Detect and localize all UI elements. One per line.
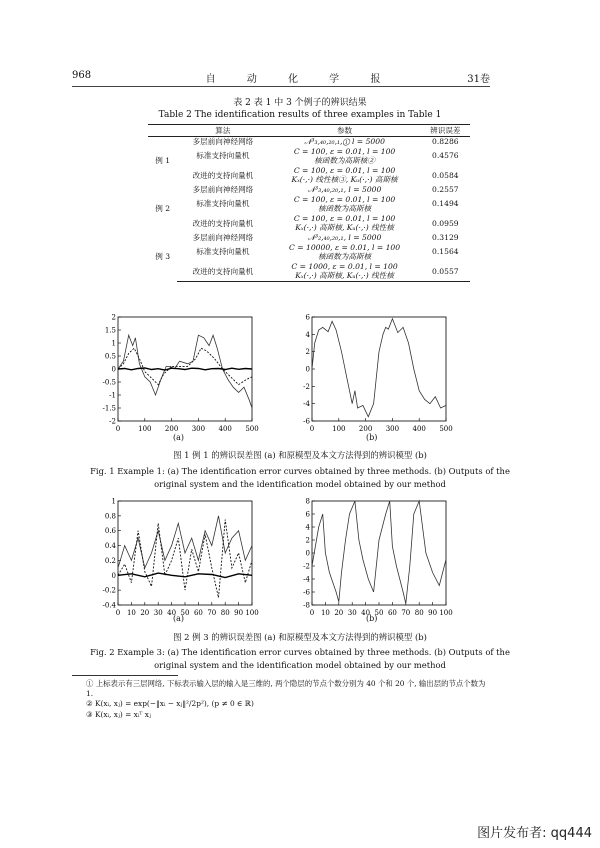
table-header-method: 算法 — [177, 125, 268, 137]
fig1b-chart — [290, 313, 453, 435]
error-cell: 0.0959 — [432, 218, 459, 228]
footnote-1-mark: ① — [86, 679, 94, 688]
params-line: C = 100, ε = 0.01, l = 100 — [293, 213, 396, 223]
x-tick-label: 50 — [374, 609, 384, 617]
error-cell: 0.8286 — [432, 137, 459, 146]
y-tick-label: -6 — [303, 588, 310, 597]
params-line: C = 1000, ε = 0.01, l = 100 — [291, 261, 398, 271]
x-tick-label: 60 — [193, 609, 203, 617]
method-cell: 标准支持向量机 — [196, 151, 250, 161]
params-line: C = 100, ε = 0.01, l = 100 — [293, 146, 396, 156]
y-tick-label: -1 — [109, 391, 116, 400]
table-caption-cn: 表 2 表 1 中 3 个例子的辨识结果 — [233, 98, 367, 108]
footnote-2 — [86, 699, 486, 709]
y-tick-label: -2 — [303, 382, 310, 391]
y-tick-label: 1 — [111, 497, 116, 506]
error-cell: 0.2557 — [432, 184, 459, 194]
footnote-2-text: K(xᵢ, xⱼ) = exp(−‖xᵢ − xⱼ‖²/2p²), (p ≠ 0 ∈ ℝ) — [95, 699, 254, 708]
footnote-rule — [72, 675, 178, 676]
error-cell: 0.3129 — [432, 232, 459, 242]
series-line — [118, 335, 252, 408]
x-tick-label: 60 — [387, 609, 397, 617]
fig1a-label: (a) — [173, 433, 185, 442]
table-row — [148, 233, 470, 243]
y-tick-label: 0.2 — [104, 556, 116, 565]
y-tick-label: 1.5 — [104, 326, 116, 335]
footnote-3-mark: ③ — [86, 710, 93, 719]
y-tick-label: -2 — [303, 562, 310, 571]
footnote-3-text: K(xᵢ, xⱼ) = xᵢᵀ xⱼ — [95, 710, 151, 719]
fig2a-chart — [96, 497, 259, 619]
x-tick-label: 10 — [126, 609, 136, 617]
y-tick-label: 2 — [305, 536, 310, 545]
header-rule — [72, 86, 490, 87]
y-tick-label: -1.5 — [102, 404, 116, 413]
params-line: C = 100, ε = 0.01, l = 100 — [293, 194, 396, 204]
x-tick-label: 100 — [439, 609, 453, 617]
y-tick-label: -0.5 — [102, 378, 116, 387]
y-tick-label: 4 — [305, 523, 310, 532]
y-tick-label: 0.8 — [104, 512, 116, 521]
params-cell — [268, 233, 420, 243]
table-row — [148, 166, 470, 185]
example-label: 例 1 — [155, 156, 171, 166]
method-cell: 标准支持向量机 — [196, 199, 250, 209]
y-tick-label: 8 — [305, 497, 310, 506]
table-row — [148, 147, 470, 166]
fig1a-chart — [96, 313, 259, 435]
params-line: 𝒩³₂,₄₀,₂₀,₁, l = 5000 — [307, 232, 382, 242]
params-cell — [268, 166, 420, 185]
params-line: 核函数为高斯核 — [317, 204, 372, 214]
method-cell: 改进的支持向量机 — [177, 262, 268, 282]
table-row — [148, 137, 470, 147]
y-tick-label: 2 — [305, 348, 310, 357]
y-tick-label: 0.5 — [104, 352, 116, 361]
method-cell: 多层前向神经网络 — [192, 184, 254, 194]
x-tick-label: 70 — [401, 609, 411, 617]
footnote-3 — [86, 710, 486, 720]
series-line — [312, 501, 446, 604]
params-line: 核函数为高斯核 — [317, 252, 372, 262]
x-tick-label: 0 — [309, 425, 315, 433]
y-tick-label: -4 — [303, 400, 310, 409]
fig2-caption-en-1: Fig. 2 Example 3: (a) The identification error curves obtained by three methods. (b) Outputs of the — [90, 647, 510, 657]
x-tick-label: 40 — [167, 609, 177, 617]
table-header-error: 辨识误差 — [421, 125, 470, 137]
y-tick-label: -2 — [109, 417, 116, 426]
params-line: C = 10000, ε = 0.01, l = 100 — [289, 242, 401, 252]
journal-title: 自 动 化 学 报 — [205, 74, 395, 85]
series-line — [118, 516, 252, 568]
y-tick-label: 6 — [305, 313, 310, 322]
x-tick-label: 90 — [428, 609, 438, 617]
params-line: 核函数为高斯核② — [314, 156, 375, 166]
watermark: 图片发布者: qq444 — [477, 826, 592, 841]
params-line: Kₓ(·,·) 线性核③, Kᵤ(·,·) 高斯核 — [291, 175, 398, 185]
table-header-example — [148, 125, 177, 137]
footnote-1-text: 上标表示有三层网络, 下标表示输入层的输入是三维的, 两个隐层的节点个数分别为 40 个和 20 个, 输出层的节点个数为 1. — [86, 679, 486, 698]
fig2b-label: (b) — [366, 614, 378, 623]
y-tick-label: 4 — [305, 330, 310, 339]
series-line — [118, 368, 252, 370]
params-cell — [268, 262, 420, 282]
params-line: 𝒩³₃,₄₀,₂₀,₁,① l = 5000 — [304, 137, 385, 146]
x-tick-label: 200 — [358, 425, 373, 433]
x-tick-label: 30 — [347, 609, 357, 617]
fig1b-label: (b) — [366, 433, 378, 442]
x-tick-label: 80 — [220, 609, 230, 617]
footnote-2-mark: ② — [86, 699, 93, 708]
method-cell: 改进的支持向量机 — [192, 170, 254, 180]
fig2-caption-cn: 图 2 例 3 的辨识误差图 (a) 和原模型及本文方法得到的辨识模型 (b) — [173, 632, 427, 642]
series-line — [118, 520, 252, 598]
series-line — [118, 573, 252, 577]
params-line: Kₓ(·,·) 高斯核, Kᵤ(·,·) 线性核 — [295, 223, 394, 233]
x-tick-label: 90 — [234, 609, 244, 617]
fig1-caption-en-1: Fig. 1 Example 1: (a) The identification error curves obtained by three methods. (b) Outputs of the — [90, 466, 510, 476]
table-row — [148, 243, 470, 262]
method-cell: 多层前向神经网络 — [192, 137, 254, 146]
error-cell: 0.1494 — [432, 199, 459, 209]
x-tick-label: 20 — [140, 609, 150, 617]
table-row — [148, 262, 470, 282]
plot-frame — [312, 317, 446, 421]
footnote-1 — [86, 679, 486, 699]
method-cell: 标准支持向量机 — [196, 247, 250, 257]
error-cell: 0.4576 — [432, 151, 459, 161]
y-tick-label: 1 — [111, 339, 116, 348]
params-line: Kₓ(·,·) 高斯核, Kᵤ(·,·) 线性核 — [295, 271, 394, 281]
params-line: 𝒩³₃,₄₀,₂₀,₁, l = 5000 — [307, 184, 382, 194]
params-cell — [268, 243, 420, 262]
example-label: 例 2 — [155, 204, 171, 214]
x-tick-label: 100 — [332, 425, 346, 433]
x-tick-label: 30 — [153, 609, 163, 617]
fig2b-chart — [290, 497, 453, 619]
x-tick-label: 300 — [191, 425, 206, 433]
method-cell: 改进的支持向量机 — [192, 218, 254, 228]
results-table — [148, 124, 470, 282]
y-tick-label: 6 — [305, 510, 310, 519]
params-cell — [268, 185, 420, 195]
params-cell — [268, 195, 420, 214]
fig2-caption-en-2: original system and the identification model obtained by our method — [154, 660, 446, 670]
table-row — [148, 195, 470, 214]
x-tick-label: 100 — [245, 609, 259, 617]
params-cell — [268, 137, 420, 147]
params-cell — [268, 214, 420, 233]
x-tick-label: 500 — [439, 425, 453, 433]
page-number: 968 — [72, 70, 92, 81]
volume-label: 31卷 — [467, 74, 490, 85]
table-row — [148, 214, 470, 233]
table-row — [148, 185, 470, 195]
fig1-caption-cn: 图 1 例 1 的辨识误差图 (a) 和原模型及本文方法得到的辨识模型 (b) — [173, 450, 427, 460]
x-tick-label: 200 — [164, 425, 179, 433]
fig1-caption-en-2: original system and the identification model obtained by our method — [154, 479, 446, 489]
x-tick-label: 100 — [138, 425, 152, 433]
error-cell: 0.0584 — [432, 170, 459, 180]
params-line: C = 100, ε = 0.01, l = 100 — [293, 165, 396, 175]
y-tick-label: -0.2 — [102, 586, 116, 595]
y-tick-label: -4 — [303, 575, 310, 584]
error-cell: 0.0557 — [421, 262, 470, 282]
x-tick-label: 80 — [414, 609, 424, 617]
y-tick-label: 0 — [305, 365, 310, 374]
x-tick-label: 400 — [218, 425, 232, 433]
x-tick-label: 500 — [245, 425, 259, 433]
params-cell — [268, 147, 420, 166]
y-tick-label: 0 — [305, 549, 310, 558]
error-cell: 0.1564 — [432, 247, 459, 257]
x-tick-label: 400 — [412, 425, 426, 433]
example-label: 例 3 — [155, 252, 171, 262]
y-tick-label: 0 — [111, 365, 116, 374]
y-tick-label: 0 — [111, 571, 116, 580]
x-tick-label: 50 — [180, 609, 190, 617]
x-tick-label: 0 — [309, 609, 315, 617]
y-tick-label: -8 — [303, 601, 310, 610]
fig2a-label: (a) — [173, 614, 185, 623]
y-tick-label: -0.4 — [102, 601, 116, 610]
x-tick-label: 70 — [207, 609, 217, 617]
x-tick-label: 20 — [334, 609, 344, 617]
y-tick-label: 0.6 — [104, 527, 116, 536]
method-cell: 多层前向神经网络 — [192, 232, 254, 242]
table-header-params: 参数 — [268, 125, 420, 137]
x-tick-label: 0 — [115, 609, 121, 617]
series-line — [312, 319, 446, 417]
x-tick-label: 300 — [385, 425, 400, 433]
y-tick-label: -6 — [303, 417, 310, 426]
x-tick-label: 0 — [115, 425, 121, 433]
x-tick-label: 40 — [361, 609, 371, 617]
y-tick-label: 0.4 — [104, 542, 116, 551]
table-caption-en: Table 2 The identification results of three examples in Table 1 — [158, 110, 442, 120]
x-tick-label: 10 — [320, 609, 330, 617]
y-tick-label: 2 — [111, 313, 116, 322]
